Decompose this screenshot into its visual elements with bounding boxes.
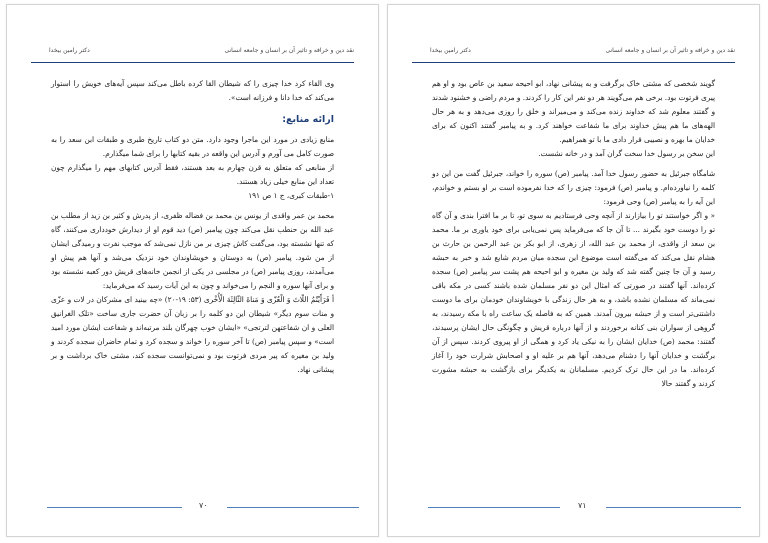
header-rule xyxy=(31,62,354,63)
paragraph: گویند شخصی که مشتی خاک برگرفت و به پیشانی نهاد، ابو احیحه سعید بن عاص بود و او هم پیری فرتوت بود. برخی هم می‌گویند هر دو نفر این کار را کردند. و مردم راضی و خشنود شدند و گفتند معلوم شد که خداوند زنده می‌کند و می‌میراند و خلق را روزی می‌دهد و به هر حال الهه‌های ما هم پیش خداوند برای ما شفاعت خواهند کرد. و به پیامبر گفتند اکنون که برای خدایان ما بهره و نصیبی قرار دادی ما با تو همراهیم. xyxy=(432,79,715,144)
header-rule xyxy=(412,62,735,63)
header-book-title: نقد دین و خرافه و تاثیر آن بر انسان و جامعه انسانی xyxy=(605,47,735,54)
running-header xyxy=(31,45,354,59)
paragraph: شامگاه جبرئیل به حضور رسول خدا آمد. پیامبر (ص) سوره را خواند، جبرئیل گفت من این دو کلمه را نیاورده‌ام. و پیامبر (ص) فرمود: چیزی را که خدا نفرموده است بر او بستم و خواندم، این آیه را به پیامبر (ص) وحی فرمود: xyxy=(432,169,715,206)
paragraph: وی القاء کرد خدا چیزی را که شیطان القا کرده باطل می‌کند سپس آیه‌های خویش را استوار می‌کند که خدا دانا و فرزانه است». xyxy=(51,79,334,102)
footer-rule-right xyxy=(227,507,359,508)
paragraph: از منابعی که متعلق به قرن چهارم به بعد هستند، فقط آدرس کتابهای مهم را میگذارم چون تعداد این منابع خیلی زیاد هستند. xyxy=(51,163,334,186)
source-reference: ۱-طبقات کبری، ج ۱ ص ۱۹۱ xyxy=(248,191,334,200)
paragraph: این سخن بر رسول خدا سخت گران آمد و در خانه نشست. xyxy=(538,149,715,158)
footer-rule-left xyxy=(428,507,560,508)
running-header xyxy=(412,45,735,59)
paragraph: أ فَرَأَیْتُمُ اللّاتَ وَ الْعُزّى وَ مَناةَ الثّالِثَهَ الْأُخْرى (۵۳: ۱۹-۲۰) «چه بینید ای مشرکان در لات و عزّی و منات سوم دیگر» شیطان این دو کلمه را بر زبان آن حضرت جاری ساخت «تلک الغرانیق العلی و ان شفاعتهن لترتجی» «ایشان خوب چهرگان بلند مرتبه‌اند و شفاعت ایشان مورد امید است» و سپس پیامبر (ص) تا آخر سوره را خواند و سجده کرد و تمام حاضران سجده کردند و ولید بن مغیره که پیر مردی فرتوت بود و نمی‌توانست سجده کند، مشتی خاک برداشت و بر پیشانی نهاد. xyxy=(51,295,334,374)
paragraph: محمد بن عمر واقدی از یونس بن محمد بن فضاله ظفری، از پدرش و کثیر بن زید از مطلب بن عبد الله بن حنطب نقل می‌کند چون پیامبر (ص) دید قوم او از دیدارش خودداری می‌کنند، گاه که تنها نشسته بود، می‌گفت کاش چیزی بر من نازل نمی‌شد که موجب نفرت و رمیدگی ایشان از من شود. پیامبر (ص) به دوستان و خویشاوندان خود نزدیک می‌شد و آنها هم پیش او می‌آمدند، روزی پیامبر (ص) در مجلسی در یکی از انجمن خانه‌های قریش دور کعبه نشسته بود و برای آنها سوره و النجم را می‌خواند و چون به این آیات رسید که می‌فرماید: xyxy=(51,211,334,290)
page-body xyxy=(51,77,334,377)
header-author: دکتر رامین بیخدا xyxy=(49,47,90,54)
footer-rule-right xyxy=(606,507,741,508)
footer-rule-left xyxy=(47,507,182,508)
paragraph: « و اگر خواستند تو را بیازارند از آنچه وحی فرستادیم به سوی تو، تا بر ما افترا بندی و آن گاه تو را دوست خود بگیرند ... تا آن جا که می‌فرماید پس نمی‌یابی برای خود یاوری بر ما. محمد بن سعد از واقدی، از محمد بن عبد الله، از زهری، از ابو بکر بن عبد الرحمن بن حارث بن هشام نقل می‌کند که می‌گفته است موضوع این سجده میان مردم شایع شد و خبر به حبشه رسید و آن جا چنین گفته شد که ولید بن مغیره و ابو احیحه هم پشت سر پیامبر (ص) سجده کرده‌اند. آنها گفتند در صورتی که امثال این دو نفر مسلمان شده باشند کسی در مکه باقی نمی‌ماند که مسلمان نشده باشد، و به هر حال زندگی با خویشاوندان خودمان برای ما دوست داشتنی‌تر است و از حبشه بیرون آمدند. همین که به فاصله یک ساعت راه با مکه رسیدند، به گروهی از سواران بنی کنانه برخوردند و از آنها درباره قریش و چگونگی حال ایشان پرسیدند، گفتند: محمد (ص) خدایان ایشان را به نیکی یاد کرد و همگی از او پیروی کردند. سپس از آن برگشت و خدایان آنها را دشنام می‌دهد، آنها هم بر علیه او و اصحابش شرارت خود را آغاز کرده‌اند. ما در این حال ترک کردیم. مسلمانان به یکدیگر برای بازگشت به حبشه مشورت کردند و گفتند حالا xyxy=(432,211,715,388)
header-book-title: نقد دین و خرافه و تاثیر آن بر انسان و جامعه انسانی xyxy=(224,47,354,54)
page-body xyxy=(432,77,715,391)
paragraph: منابع زیادی در مورد این ماجرا وجود دارد. متن دو کتاب تاریخ طبری و طبقات ابن سعد را به صورت کامل می آورم و آدرس این واقعه در بقیه کتابها را برای شما میگذارم. xyxy=(51,135,334,158)
page-number: ۷۱ xyxy=(578,501,587,510)
section-heading: ارائه منابع: xyxy=(282,114,334,125)
book-page-left xyxy=(6,4,379,537)
page-footer xyxy=(408,500,739,514)
header-author: دکتر رامین بیخدا xyxy=(430,47,471,54)
book-page-right xyxy=(387,4,760,537)
page-number: ۷۰ xyxy=(199,501,208,510)
page-footer xyxy=(27,500,358,514)
